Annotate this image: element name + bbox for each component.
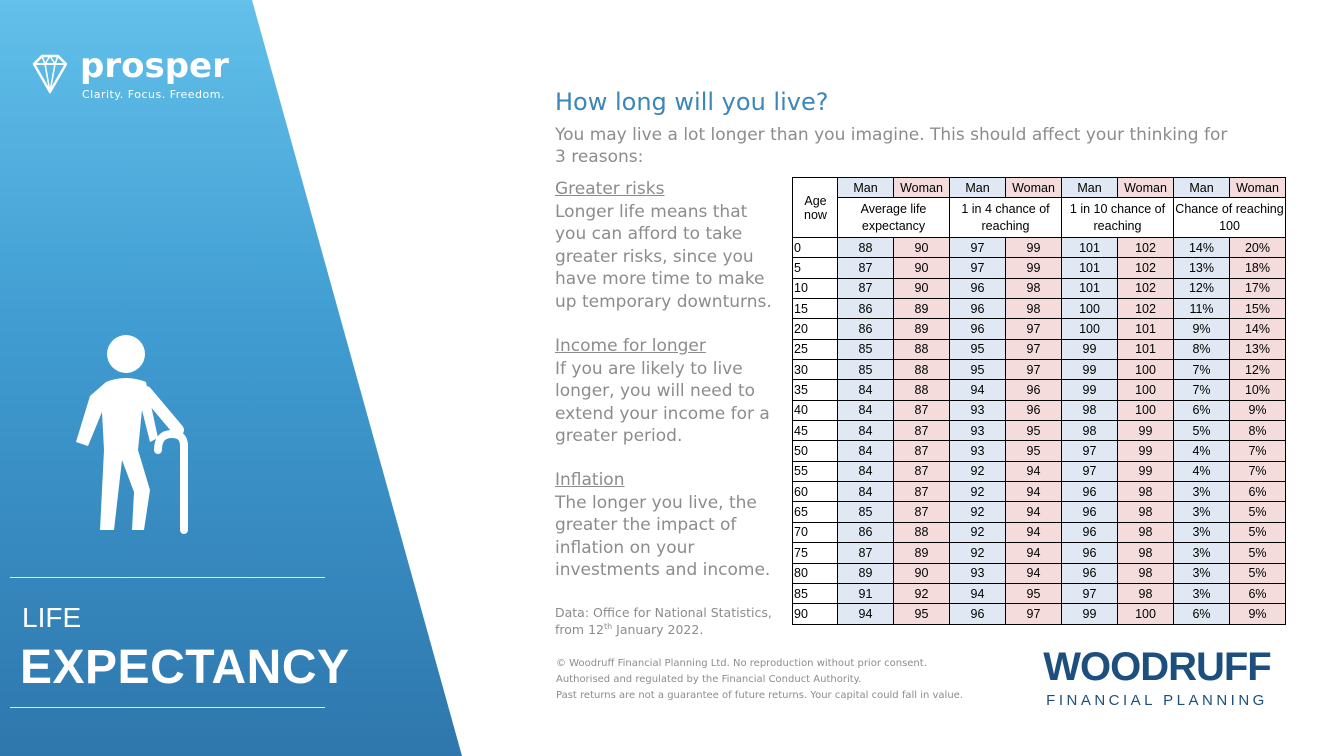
woman-value-cell: 87 [894,421,950,441]
man-value-cell: 3% [1174,563,1230,583]
woman-header: Woman [894,178,950,198]
woodruff-logo [1026,646,1288,709]
source-line1: Data: Office for National Statistics, [555,605,772,620]
woman-value-cell: 87 [894,441,950,461]
age-cell: 45 [793,421,838,441]
age-cell: 30 [793,360,838,380]
man-value-cell: 3% [1174,543,1230,563]
data-source [555,604,772,638]
woodruff-name: WOODRUFF [1043,645,1271,689]
copyright-line: Past returns are not a guarantee of future returns. Your capital could fall in value. [556,690,964,701]
section-body: The longer you live, the greater the impact of inflation on your investments and income. [555,492,771,580]
panel-divider-top [10,577,325,578]
table-row [793,441,1286,461]
man-value-cell: 13% [1174,258,1230,278]
man-value-cell: 96 [1062,522,1118,542]
woman-value-cell: 87 [894,461,950,481]
woman-value-cell: 89 [894,543,950,563]
man-value-cell: 101 [1062,258,1118,278]
woman-value-cell: 100 [1118,380,1174,400]
man-value-cell: 99 [1062,380,1118,400]
section-body: Longer life means that you can afford to take greater risks, since you have more time to make up temporary downturns. [555,201,772,312]
page-title: How long will you live? [555,88,829,116]
diamond-icon [28,52,72,96]
man-value-cell: 84 [838,421,894,441]
man-value-cell: 94 [950,583,1006,603]
brand-name: prosper [80,46,229,86]
woman-value-cell: 5% [1230,543,1286,563]
man-value-cell: 4% [1174,461,1230,481]
age-header: Age now [793,178,838,238]
man-value-cell: 97 [950,258,1006,278]
man-value-cell: 7% [1174,360,1230,380]
woman-value-cell: 9% [1230,400,1286,420]
woman-value-cell: 95 [1006,421,1062,441]
woman-value-cell: 88 [894,380,950,400]
woman-value-cell: 99 [1118,461,1174,481]
section-heading: Greater risks [555,179,665,199]
man-value-cell: 96 [1062,482,1118,502]
age-cell: 50 [793,441,838,461]
man-value-cell: 101 [1062,238,1118,258]
copyright-notice [556,656,963,704]
table-row [793,502,1286,522]
man-header: Man [1062,178,1118,198]
woman-value-cell: 99 [1006,258,1062,278]
man-value-cell: 14% [1174,238,1230,258]
table-row [793,543,1286,563]
man-value-cell: 99 [1062,604,1118,624]
man-value-cell: 9% [1174,319,1230,339]
woman-value-cell: 9% [1230,604,1286,624]
man-value-cell: 85 [838,339,894,359]
woman-value-cell: 95 [894,604,950,624]
table-row [793,461,1286,481]
man-value-cell: 84 [838,400,894,420]
woman-value-cell: 12% [1230,360,1286,380]
woman-value-cell: 5% [1230,502,1286,522]
copyright-line: Authorised and regulated by the Financial Conduct Authority. [556,674,862,685]
life-expectancy-table [792,177,1286,625]
woman-value-cell: 18% [1230,258,1286,278]
man-value-cell: 84 [838,380,894,400]
man-value-cell: 5% [1174,421,1230,441]
man-header: Man [838,178,894,198]
woman-value-cell: 95 [1006,441,1062,461]
man-value-cell: 87 [838,258,894,278]
woman-value-cell: 94 [1006,482,1062,502]
age-cell: 75 [793,543,838,563]
table-row [793,421,1286,441]
man-value-cell: 98 [1062,400,1118,420]
section-heading: Inflation [555,470,625,490]
woman-value-cell: 94 [1006,522,1062,542]
woman-value-cell: 5% [1230,522,1286,542]
man-value-cell: 92 [950,543,1006,563]
age-cell: 90 [793,604,838,624]
woman-value-cell: 96 [1006,400,1062,420]
panel-title-line1: LIFE [22,602,82,633]
table-row [793,400,1286,420]
man-value-cell: 92 [950,522,1006,542]
woman-value-cell: 97 [1006,604,1062,624]
man-value-cell: 94 [838,604,894,624]
man-value-cell: 97 [1062,441,1118,461]
group-header: Chance of reaching 100 [1174,198,1286,238]
age-cell: 40 [793,400,838,420]
woman-header: Woman [1118,178,1174,198]
woman-value-cell: 97 [1006,319,1062,339]
woman-value-cell: 102 [1118,278,1174,298]
section-greater-risks [555,178,780,313]
woodruff-sub: FINANCIAL PLANNING [1046,692,1268,709]
woman-value-cell: 90 [894,278,950,298]
man-value-cell: 99 [1062,360,1118,380]
woman-value-cell: 88 [894,360,950,380]
man-value-cell: 87 [838,278,894,298]
man-value-cell: 3% [1174,522,1230,542]
man-value-cell: 11% [1174,299,1230,319]
table-row [793,360,1286,380]
woman-value-cell: 88 [894,522,950,542]
man-value-cell: 4% [1174,441,1230,461]
man-value-cell: 97 [950,238,1006,258]
age-cell: 0 [793,238,838,258]
table-row [793,583,1286,603]
man-value-cell: 92 [950,461,1006,481]
woman-value-cell: 97 [1006,360,1062,380]
woman-value-cell: 6% [1230,482,1286,502]
man-value-cell: 8% [1174,339,1230,359]
man-value-cell: 6% [1174,604,1230,624]
woman-value-cell: 96 [1006,380,1062,400]
man-value-cell: 89 [838,563,894,583]
man-value-cell: 96 [1062,502,1118,522]
group-header: 1 in 4 chance of reaching [950,198,1062,238]
woman-value-cell: 99 [1118,441,1174,461]
man-value-cell: 84 [838,482,894,502]
woman-value-cell: 90 [894,258,950,278]
group-header: 1 in 10 chance of reaching [1062,198,1174,238]
man-value-cell: 97 [1062,583,1118,603]
table-header-row [793,178,1286,198]
woman-value-cell: 95 [1006,583,1062,603]
woman-value-cell: 98 [1118,482,1174,502]
man-value-cell: 84 [838,461,894,481]
table-row [793,522,1286,542]
woman-value-cell: 100 [1118,360,1174,380]
man-value-cell: 3% [1174,482,1230,502]
woman-header: Woman [1230,178,1286,198]
table-row [793,563,1286,583]
brand-tagline: Clarity. Focus. Freedom. [82,88,225,101]
woman-value-cell: 8% [1230,421,1286,441]
woman-value-cell: 88 [894,339,950,359]
woman-value-cell: 13% [1230,339,1286,359]
panel-divider-bottom [10,707,325,708]
man-value-cell: 100 [1062,299,1118,319]
woman-value-cell: 7% [1230,441,1286,461]
man-value-cell: 92 [950,482,1006,502]
man-value-cell: 101 [1062,278,1118,298]
table-row [793,319,1286,339]
woman-value-cell: 14% [1230,319,1286,339]
woman-value-cell: 99 [1118,421,1174,441]
man-value-cell: 84 [838,441,894,461]
man-value-cell: 97 [1062,461,1118,481]
woman-value-cell: 89 [894,299,950,319]
woman-value-cell: 101 [1118,319,1174,339]
man-value-cell: 96 [1062,543,1118,563]
woman-value-cell: 94 [1006,461,1062,481]
table-row [793,339,1286,359]
woman-value-cell: 100 [1118,604,1174,624]
woman-value-cell: 87 [894,502,950,522]
age-cell: 35 [793,380,838,400]
woman-value-cell: 87 [894,400,950,420]
man-value-cell: 93 [950,441,1006,461]
man-value-cell: 86 [838,522,894,542]
table-row [793,604,1286,624]
man-value-cell: 100 [1062,319,1118,339]
man-value-cell: 96 [950,278,1006,298]
woman-value-cell: 87 [894,482,950,502]
woman-value-cell: 10% [1230,380,1286,400]
source-line2: from 12th January 2022. [555,621,704,637]
table-row [793,299,1286,319]
woman-value-cell: 98 [1118,522,1174,542]
man-value-cell: 96 [950,604,1006,624]
woman-value-cell: 98 [1118,502,1174,522]
woman-header: Woman [1006,178,1062,198]
woman-value-cell: 20% [1230,238,1286,258]
man-value-cell: 3% [1174,583,1230,603]
table-group-row [793,198,1286,238]
man-value-cell: 85 [838,502,894,522]
man-value-cell: 6% [1174,400,1230,420]
table-row [793,482,1286,502]
table-row [793,278,1286,298]
age-cell: 15 [793,299,838,319]
woman-value-cell: 6% [1230,583,1286,603]
age-cell: 10 [793,278,838,298]
age-cell: 20 [793,319,838,339]
age-cell: 5 [793,258,838,278]
man-value-cell: 86 [838,319,894,339]
man-value-cell: 3% [1174,502,1230,522]
man-value-cell: 94 [950,380,1006,400]
woman-value-cell: 92 [894,583,950,603]
intro-text: You may live a lot longer than you imagine. This should affect your thinking for 3 reasons: [555,125,1228,167]
woman-value-cell: 98 [1118,583,1174,603]
man-value-cell: 93 [950,563,1006,583]
man-value-cell: 87 [838,543,894,563]
man-header: Man [950,178,1006,198]
woman-value-cell: 98 [1006,299,1062,319]
woman-value-cell: 102 [1118,238,1174,258]
woman-value-cell: 98 [1118,543,1174,563]
section-body: If you are likely to live longer, you will need to extend your income for a greater period. [555,358,770,446]
table-row [793,380,1286,400]
man-value-cell: 95 [950,360,1006,380]
man-value-cell: 95 [950,339,1006,359]
man-value-cell: 91 [838,583,894,603]
woman-value-cell: 94 [1006,563,1062,583]
woman-value-cell: 98 [1006,278,1062,298]
woman-value-cell: 102 [1118,258,1174,278]
section-heading: Income for longer [555,336,706,356]
man-value-cell: 92 [950,502,1006,522]
man-value-cell: 85 [838,360,894,380]
man-value-cell: 93 [950,400,1006,420]
group-header: Average life expectancy [838,198,950,238]
panel-title-line2: EXPECTANCY [20,641,350,694]
man-value-cell: 12% [1174,278,1230,298]
elderly-person-icon [54,330,194,540]
age-cell: 60 [793,482,838,502]
man-value-cell: 93 [950,421,1006,441]
woman-value-cell: 90 [894,563,950,583]
man-value-cell: 86 [838,299,894,319]
age-cell: 65 [793,502,838,522]
man-value-cell: 96 [1062,563,1118,583]
woman-value-cell: 94 [1006,502,1062,522]
prosper-logo [28,46,258,110]
age-cell: 70 [793,522,838,542]
woman-value-cell: 7% [1230,461,1286,481]
woman-value-cell: 99 [1006,238,1062,258]
woman-value-cell: 101 [1118,339,1174,359]
man-value-cell: 96 [950,319,1006,339]
age-cell: 25 [793,339,838,359]
age-cell: 80 [793,563,838,583]
table-row [793,238,1286,258]
section-income-for-longer [555,335,780,448]
man-header: Man [1174,178,1230,198]
man-value-cell: 98 [1062,421,1118,441]
copyright-line: © Woodruff Financial Planning Ltd. No reproduction without prior consent. [556,658,927,669]
woman-value-cell: 98 [1118,563,1174,583]
woman-value-cell: 89 [894,319,950,339]
woman-value-cell: 90 [894,238,950,258]
woman-value-cell: 100 [1118,400,1174,420]
man-value-cell: 88 [838,238,894,258]
woman-value-cell: 97 [1006,339,1062,359]
man-value-cell: 96 [950,299,1006,319]
section-inflation [555,469,780,582]
woman-value-cell: 17% [1230,278,1286,298]
age-cell: 55 [793,461,838,481]
table-row [793,258,1286,278]
woman-value-cell: 94 [1006,543,1062,563]
woman-value-cell: 15% [1230,299,1286,319]
age-cell: 85 [793,583,838,603]
woman-value-cell: 5% [1230,563,1286,583]
man-value-cell: 7% [1174,380,1230,400]
man-value-cell: 99 [1062,339,1118,359]
woman-value-cell: 102 [1118,299,1174,319]
